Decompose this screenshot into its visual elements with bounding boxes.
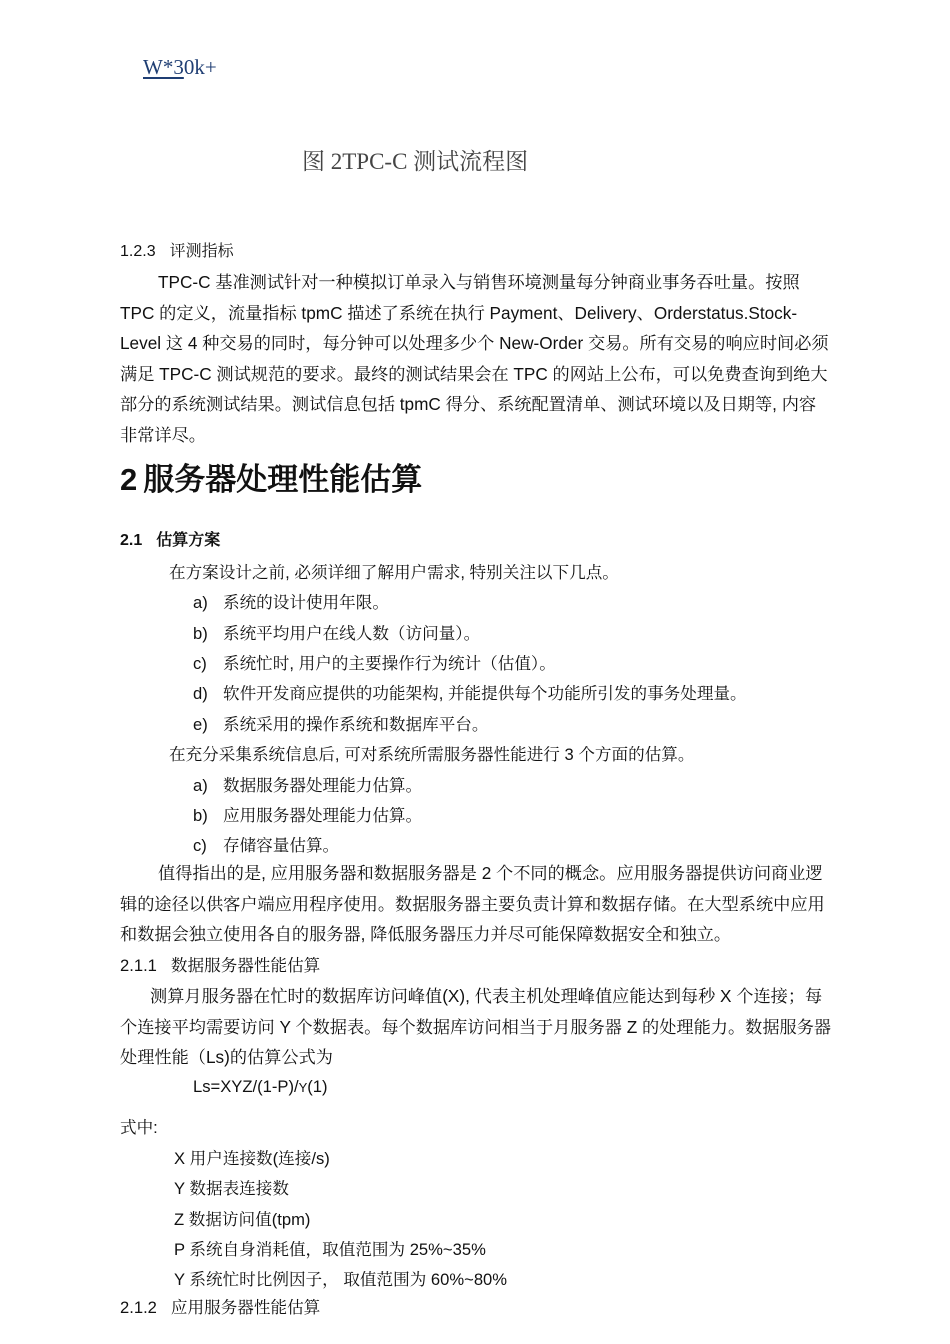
list-text: 系统忙时, 用户的主要操作行为统计（估值）。 (223, 654, 556, 673)
list-text: 存储容量估算。 (223, 836, 340, 855)
list-marker: c) (193, 836, 207, 855)
section-heading-2-1-1 (120, 952, 320, 976)
list-marker: e) (193, 715, 208, 734)
list-item (193, 832, 339, 856)
formula-main: Ls=XYZ/(1-P)/ (193, 1077, 299, 1096)
definition-line: Z 数据访问值(tpm) (174, 1210, 311, 1229)
figure-caption: 图 2TPC-C 测试流程图 (302, 149, 529, 174)
list-text: 系统平均用户在线人数（访问量）。 (223, 624, 481, 643)
paragraph-data-server-estimate: 测算月服务器在忙时的数据库访问峰值(X), 代表主机处理峰值应能达到每秒 X 个连接；每个连接平均需要访问 Y 个数据表。每个数据库访问相当于月服务器 Z 的处理能力。数据服务器处理性能（Ls)的估算公式为 (120, 986, 832, 1068)
list-item (193, 620, 480, 644)
list-item (193, 680, 747, 704)
section-title: 评测指标 (169, 243, 234, 260)
paragraph-server-concepts: 值得指出的是, 应用服务器和数据服务器是 2 个不同的概念。应用服务器提供访问商业逻辑的途径以供客户端应用程序使用。数据服务器主要负责计算和数据存储。在大型系统中应用和数据会独立使用各自的服务器, 降低服务器压力并尽可能保障数据安全和独立。 (120, 863, 825, 945)
formula-fragment (143, 55, 217, 80)
list-text: 软件开发商应提供的功能架构, 并能提供每个功能所引发的事务处理量。 (223, 684, 747, 703)
list-text: 应用服务器处理能力估算。 (223, 806, 423, 825)
paragraph-tpcc-description: TPC-C 基准测试针对一种模拟订单录入与销售环境测量每分钟商业事务吞吐量。按照 TPC 的定义，流量指标 tpmC 描述了系统在执行 Payment、Delivery、Orderstatus.Stock-Level 这 4 种交易的同时，每分钟可以处理多少个 New-Order 交易。所有交易的响应时间必须满足 TPC-C 测试规范的要求。最终的测试结果会在 TPC 的网站上公布，可以免费查询到绝大部分的系统测试结果。测试信息包括 tpmC 得分、系统配置清单、测试环境以及日期等, 内容非常详尽。 (120, 272, 829, 445)
list-item (193, 772, 422, 796)
section-heading-1-2-3 (120, 238, 234, 261)
list-marker: d) (193, 684, 208, 703)
section-title: 数据服务器性能估算 (170, 956, 321, 975)
list-item (193, 711, 489, 735)
list-marker: a) (193, 593, 208, 612)
definition-line: P 系统自身消耗值，取值范围为 25%~35% (174, 1240, 486, 1259)
formula-underlined-part: W*3 (143, 55, 184, 79)
chapter-number: 2 (120, 462, 138, 497)
definition-line: Y 数据表连接数 (174, 1179, 289, 1198)
section-heading-2-1-2 (120, 1294, 320, 1318)
section-number: 2.1 (120, 532, 143, 549)
list-marker: a) (193, 776, 208, 795)
formula-number: (1) (307, 1077, 328, 1096)
list-marker: b) (193, 806, 208, 825)
chapter-heading-2 (120, 454, 422, 499)
section-number: 2.1.1 (120, 956, 157, 975)
list-text: 系统的设计使用年限。 (223, 593, 389, 612)
chapter-title: 服务器处理性能估算 (143, 462, 423, 497)
list-item (193, 650, 556, 674)
formula-rest-part: 0k+ (183, 55, 217, 79)
definition-line: X 用户连接数(连接/s) (174, 1149, 330, 1168)
list-marker: c) (193, 654, 207, 673)
formula-ls (193, 1077, 328, 1097)
intro-paragraph-2: 在充分采集系统信息后, 可对系统所需服务器性能进行 3 个方面的估算。 (169, 745, 695, 764)
section-title: 估算方案 (156, 532, 221, 549)
formula-small-symbol: Y (298, 1080, 308, 1095)
list-item (193, 589, 389, 613)
section-title: 应用服务器性能估算 (170, 1298, 321, 1317)
section-heading-2-1 (120, 527, 220, 550)
list-item (193, 802, 422, 826)
section-number: 2.1.2 (120, 1298, 157, 1317)
definition-line: Y 系统忙时比例因子， 取值范围为 60%~80% (174, 1270, 508, 1289)
section-number: 1.2.3 (120, 243, 156, 260)
where-label: 式中: (120, 1118, 158, 1137)
list-text: 数据服务器处理能力估算。 (223, 776, 423, 795)
intro-paragraph-1: 在方案设计之前, 必须详细了解用户需求, 特别关注以下几点。 (169, 563, 619, 582)
list-marker: b) (193, 624, 208, 643)
list-text: 系统采用的操作系统和数据库平台。 (223, 715, 489, 734)
